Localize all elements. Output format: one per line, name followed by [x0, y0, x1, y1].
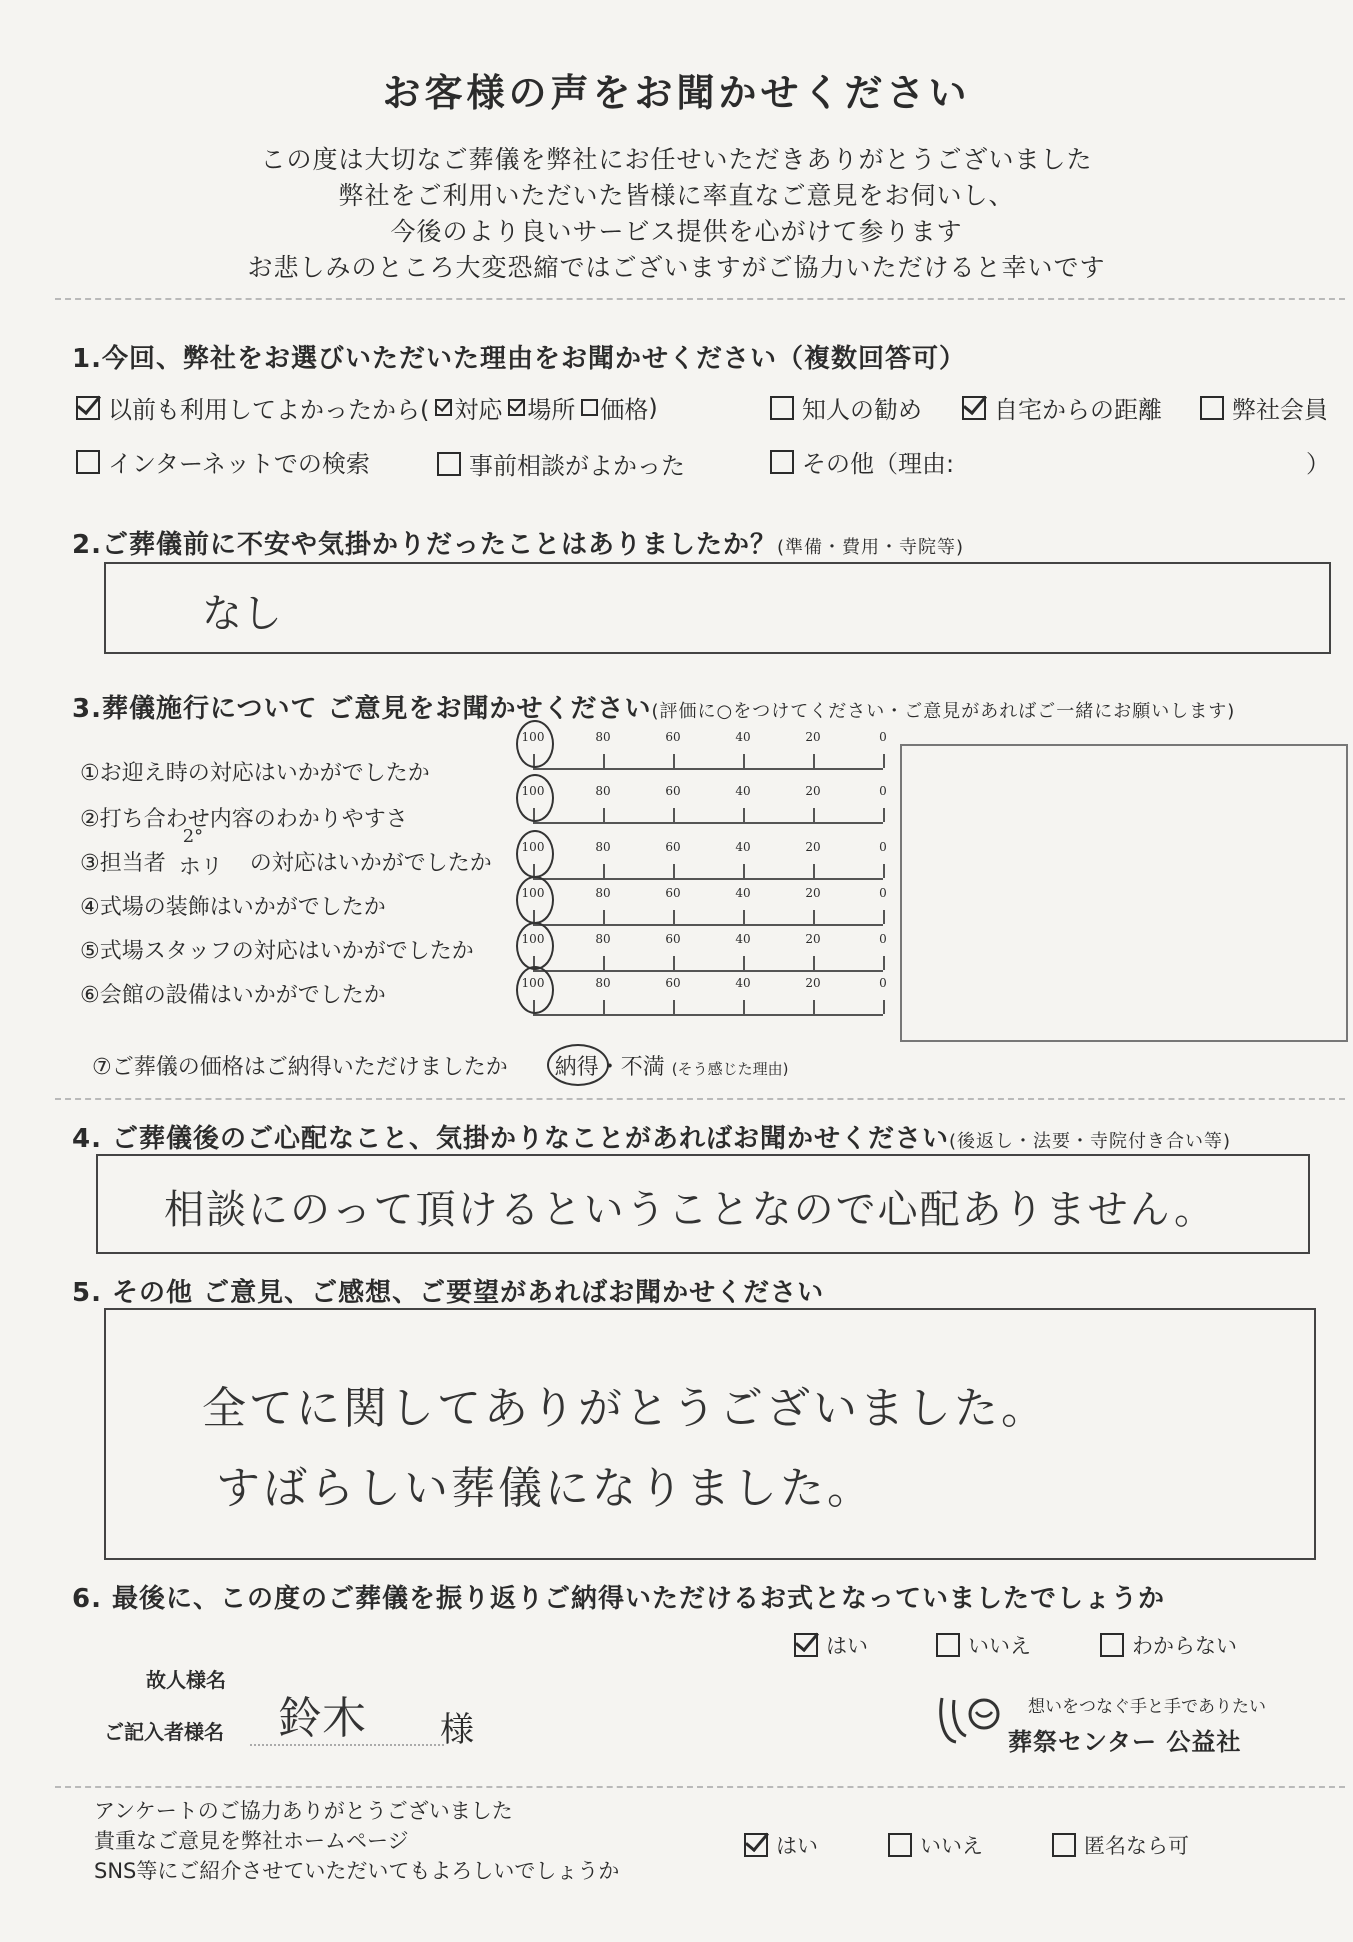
q1-option-internet[interactable]: [76, 444, 370, 479]
sub-checkbox[interactable]: [581, 399, 598, 416]
footer-text: [94, 1796, 619, 1886]
scale-tick: [743, 910, 745, 924]
scale-label: 80: [595, 932, 611, 946]
q5-answer-line-2: すばらしい葬儀になりました。: [216, 1463, 874, 1514]
q3-item-2: ②打ち合わせ内容のわかりやすさ: [80, 807, 408, 832]
scale-line: [533, 768, 883, 770]
checkbox[interactable]: [1100, 1633, 1124, 1657]
q3-item-3: [80, 826, 492, 880]
rating-circle: [516, 876, 554, 924]
intro-line-1: この度は大切なご葬儀を弊社にお任せいただきありがとうございました: [260, 145, 1093, 174]
scale-tick: [813, 956, 815, 970]
scale-label: 20: [805, 886, 821, 900]
q3-item-7: [92, 1050, 789, 1081]
checkbox[interactable]: [76, 450, 100, 474]
staff-name: ホリ: [178, 855, 223, 880]
q1-option-referral[interactable]: [770, 390, 922, 425]
q4-title: [72, 1118, 1231, 1155]
scale-line: [533, 924, 883, 926]
scale-tick: [673, 864, 675, 878]
checkbox[interactable]: [437, 452, 461, 476]
checkbox[interactable]: [770, 450, 794, 474]
deceased-label: 故人様名: [146, 1668, 226, 1692]
rating-scale-4[interactable]: [521, 886, 887, 934]
rating-circle: [516, 830, 554, 878]
scale-line: [533, 878, 883, 880]
q2-answer-box[interactable]: [104, 562, 1331, 654]
q1-title: 1.今回、弊社をお選びいただいた理由をお聞かせください（複数回答可）: [72, 344, 966, 374]
q5-title: 5. その他 ご意見、ご感想、ご要望があればお聞かせください: [72, 1278, 825, 1308]
q1-option-member-label: 弊社会員: [1232, 396, 1328, 424]
scale-label: 60: [665, 976, 681, 990]
staff-name-handwritten: [173, 826, 243, 880]
scale-label: 40: [735, 886, 751, 900]
scale-label: 100: [521, 730, 545, 744]
footer-option-yes[interactable]: [744, 1830, 818, 1860]
checkbox-checked[interactable]: [962, 396, 986, 420]
q1-option-other-label: その他（理由:: [802, 450, 955, 478]
company-name: 葬祭センター 公益社: [1008, 1728, 1242, 1756]
scale-label: 80: [595, 886, 611, 900]
selection-circle: [547, 1044, 609, 1086]
writer-name[interactable]: 鈴木: [278, 1693, 366, 1744]
rating-scale-2[interactable]: [521, 784, 887, 832]
divider: [55, 1786, 1345, 1788]
q6-option-unknown-label: わからない: [1132, 1634, 1237, 1658]
q6-option-unknown[interactable]: [1100, 1630, 1237, 1660]
footer-option-anonymous[interactable]: [1052, 1830, 1189, 1860]
scale-tick: [743, 1000, 745, 1014]
scale-label: 40: [735, 976, 751, 990]
price-reason-note: (そう感じた理由): [671, 1060, 789, 1078]
rating-circle: [516, 720, 554, 768]
q1-option-previous-use[interactable]: [76, 390, 658, 425]
checkbox-checked[interactable]: [794, 1633, 818, 1657]
checkbox-checked[interactable]: [76, 396, 100, 420]
scale-label: 60: [665, 730, 681, 744]
q4-note: (後返し・法要・寺院付き合い等): [949, 1131, 1232, 1152]
q3-item-6: ⑥会館の設備はいかがでしたか: [80, 983, 386, 1008]
q1-other-close: ）: [1306, 450, 1330, 478]
q3-comment-box[interactable]: [900, 744, 1348, 1042]
q2-title: [72, 524, 964, 561]
q3-item-4: ④式場の装飾はいかがでしたか: [80, 895, 386, 920]
scale-line: [533, 970, 883, 972]
scale-tick: [813, 910, 815, 924]
honorific: 様: [440, 1710, 474, 1750]
divider: [55, 298, 1345, 300]
scale-label: 100: [521, 840, 545, 854]
scale-label: 100: [521, 976, 545, 990]
scale-tick: [603, 808, 605, 822]
intro-line-2: 弊社をご利用いただいた皆様に率直なご意見をお伺いし、: [338, 181, 1015, 210]
writer-label: ご記入者様名: [104, 1720, 224, 1744]
scale-tick: [673, 1000, 675, 1014]
q1-option-consultation-label: 事前相談がよかった: [469, 452, 685, 480]
scale-label: 100: [521, 784, 545, 798]
checkbox[interactable]: [1200, 396, 1224, 420]
q4-answer-box[interactable]: [96, 1154, 1310, 1254]
intro-line-3: 今後のより良いサービス提供を心がけて参ります: [390, 217, 963, 246]
scale-tick: [603, 754, 605, 768]
q1-option-distance[interactable]: [962, 390, 1162, 425]
scale-tick: [813, 808, 815, 822]
sub-option-price: 価格: [600, 396, 649, 424]
scale-tick: [883, 754, 885, 768]
company-logo-icon: [936, 1690, 1008, 1746]
scale-label: 40: [735, 730, 751, 744]
scale-tick: [813, 864, 815, 878]
rating-scale-6[interactable]: [521, 976, 887, 1024]
scale-tick: [603, 864, 605, 878]
scale-tick: [673, 910, 675, 924]
q2-answer: なし: [202, 591, 282, 637]
q1-option-previous-use-label: 以前も利用してよかったから(: [108, 396, 430, 424]
staff-name-top: 2°: [182, 826, 204, 847]
scale-label: 80: [595, 840, 611, 854]
q4-answer: 相談にのって頂けるということなので心配ありません。: [164, 1187, 1216, 1233]
scale-tick: [743, 864, 745, 878]
footer-line-3: SNS等にご紹介させていただいてもよろしいでしょうか: [94, 1859, 620, 1883]
q6-option-yes[interactable]: [794, 1630, 868, 1660]
q1-option-member[interactable]: [1200, 390, 1328, 425]
scale-label: 20: [805, 730, 821, 744]
scale-label: 0: [879, 932, 887, 946]
rating-circle: [516, 774, 554, 822]
scale-tick: [743, 956, 745, 970]
checkbox[interactable]: [936, 1633, 960, 1657]
scale-label: 100: [521, 932, 545, 946]
rating-circle: [516, 966, 554, 1014]
footer-line-1: アンケートのご協力ありがとうございました: [94, 1799, 513, 1823]
checkbox[interactable]: [1052, 1833, 1076, 1857]
footer-option-no[interactable]: [888, 1830, 983, 1860]
price-dissatisfied-option[interactable]: 不満: [620, 1055, 665, 1080]
scale-label: 60: [665, 840, 681, 854]
scale-label: 20: [805, 784, 821, 798]
scale-label: 20: [805, 976, 821, 990]
q3-item-3-suffix: の対応はいかがでしたか: [249, 851, 492, 876]
q6-option-no[interactable]: [936, 1630, 1031, 1660]
scale-line: [533, 1014, 883, 1016]
scale-label: 80: [595, 784, 611, 798]
q3-note: (評価に○をつけてください・ご意見があればご一緒にお願いします): [651, 701, 1236, 722]
scale-line: [533, 822, 883, 824]
q3-title: [72, 688, 1235, 725]
q3-item-5: ⑤式場スタッフの対応はいかがでしたか: [80, 939, 474, 964]
page-title: お客様の声をお聞かせください: [382, 71, 971, 115]
q3-item-7-label: ⑦ご葬儀の価格はご納得いただけましたか: [92, 1055, 508, 1080]
q2-note: (準備・費用・寺院等): [776, 537, 965, 558]
scale-label: 0: [879, 976, 887, 990]
paren-close: ): [648, 393, 658, 422]
sub-option-service: 対応: [454, 396, 503, 424]
q1-option-consultation[interactable]: [437, 446, 685, 481]
scale-label: 0: [879, 886, 887, 900]
scale-tick: [883, 956, 885, 970]
q3-item-1: ①お迎え時の対応はいかがでしたか: [80, 761, 430, 786]
footer-line-2: 貴重なご意見を弊社ホームページ: [94, 1829, 409, 1853]
q1-option-referral-label: 知人の勧め: [802, 396, 922, 424]
scale-tick: [743, 808, 745, 822]
scale-tick: [603, 956, 605, 970]
scale-label: 40: [735, 932, 751, 946]
scale-label: 20: [805, 840, 821, 854]
q5-answer-box[interactable]: [104, 1308, 1316, 1560]
intro-text: [0, 142, 1353, 286]
rating-scale-1[interactable]: [521, 730, 887, 778]
intro-line-4: お悲しみのところ大変恐縮ではございますがご協力いただけると幸いです: [247, 253, 1106, 282]
scale-tick: [883, 864, 885, 878]
scale-tick: [883, 1000, 885, 1014]
q5-answer-line-1: 全てに関してありがとうございました。: [202, 1383, 1048, 1434]
scale-label: 40: [735, 840, 751, 854]
scale-tick: [743, 754, 745, 768]
q1-option-distance-label: 自宅からの距離: [994, 396, 1162, 424]
q6-option-no-label: いいえ: [968, 1634, 1031, 1658]
scale-tick: [883, 808, 885, 822]
scale-label: 80: [595, 730, 611, 744]
q3-title-text: 3.葬儀施行について ご意見をお聞かせください: [72, 694, 652, 724]
q6-option-yes-label: はい: [826, 1634, 868, 1658]
rating-circle: [516, 922, 554, 970]
scale-label: 40: [735, 784, 751, 798]
separator: ・: [598, 1055, 621, 1080]
scale-tick: [883, 910, 885, 924]
price-satisfied-option[interactable]: [555, 1050, 599, 1081]
checkbox[interactable]: [888, 1833, 912, 1857]
company-tagline: 想いをつなぐ手と手でありたい: [1028, 1697, 1266, 1717]
scale-label: 80: [595, 976, 611, 990]
scale-tick: [603, 1000, 605, 1014]
scale-label: 0: [879, 840, 887, 854]
scale-label: 60: [665, 784, 681, 798]
scale-label: 0: [879, 730, 887, 744]
q6-title: 6. 最後に、この度のご葬儀を振り返りご納得いただけるお式となっていましたでしょうか: [72, 1584, 1166, 1614]
rating-scale-3[interactable]: [521, 840, 887, 888]
q3-item-3-label: ③担当者: [80, 851, 166, 876]
price-satisfied-label: 納得: [554, 1055, 599, 1080]
divider: [55, 1098, 1345, 1100]
q1-option-internet-label: インターネットでの検索: [108, 450, 370, 478]
footer-option-anonymous-label: 匿名なら可: [1084, 1834, 1189, 1858]
scale-label: 0: [879, 784, 887, 798]
scale-tick: [603, 910, 605, 924]
scale-label: 60: [665, 886, 681, 900]
scale-label: 20: [805, 932, 821, 946]
scale-tick: [673, 754, 675, 768]
q1-option-other[interactable]: [770, 444, 954, 479]
q2-title-text: 2.ご葬儀前に不安や気掛かりだったことはありましたか？: [72, 530, 777, 560]
footer-option-no-label: いいえ: [920, 1834, 983, 1858]
rating-scale-5[interactable]: [521, 932, 887, 980]
scale-tick: [813, 1000, 815, 1014]
scale-tick: [673, 956, 675, 970]
sub-checkbox-checked[interactable]: [435, 399, 452, 416]
scale-tick: [813, 754, 815, 768]
sub-option-location: 場所: [527, 396, 576, 424]
q4-title-text: 4. ご葬儀後のご心配なこと、気掛かりなことがあればお聞かせください: [72, 1124, 950, 1154]
scale-label: 100: [521, 886, 545, 900]
scale-tick: [673, 808, 675, 822]
checkbox[interactable]: [770, 396, 794, 420]
sub-checkbox-checked[interactable]: [508, 399, 525, 416]
scale-label: 60: [665, 932, 681, 946]
footer-option-yes-label: はい: [776, 1834, 818, 1858]
checkbox-checked[interactable]: [744, 1833, 768, 1857]
